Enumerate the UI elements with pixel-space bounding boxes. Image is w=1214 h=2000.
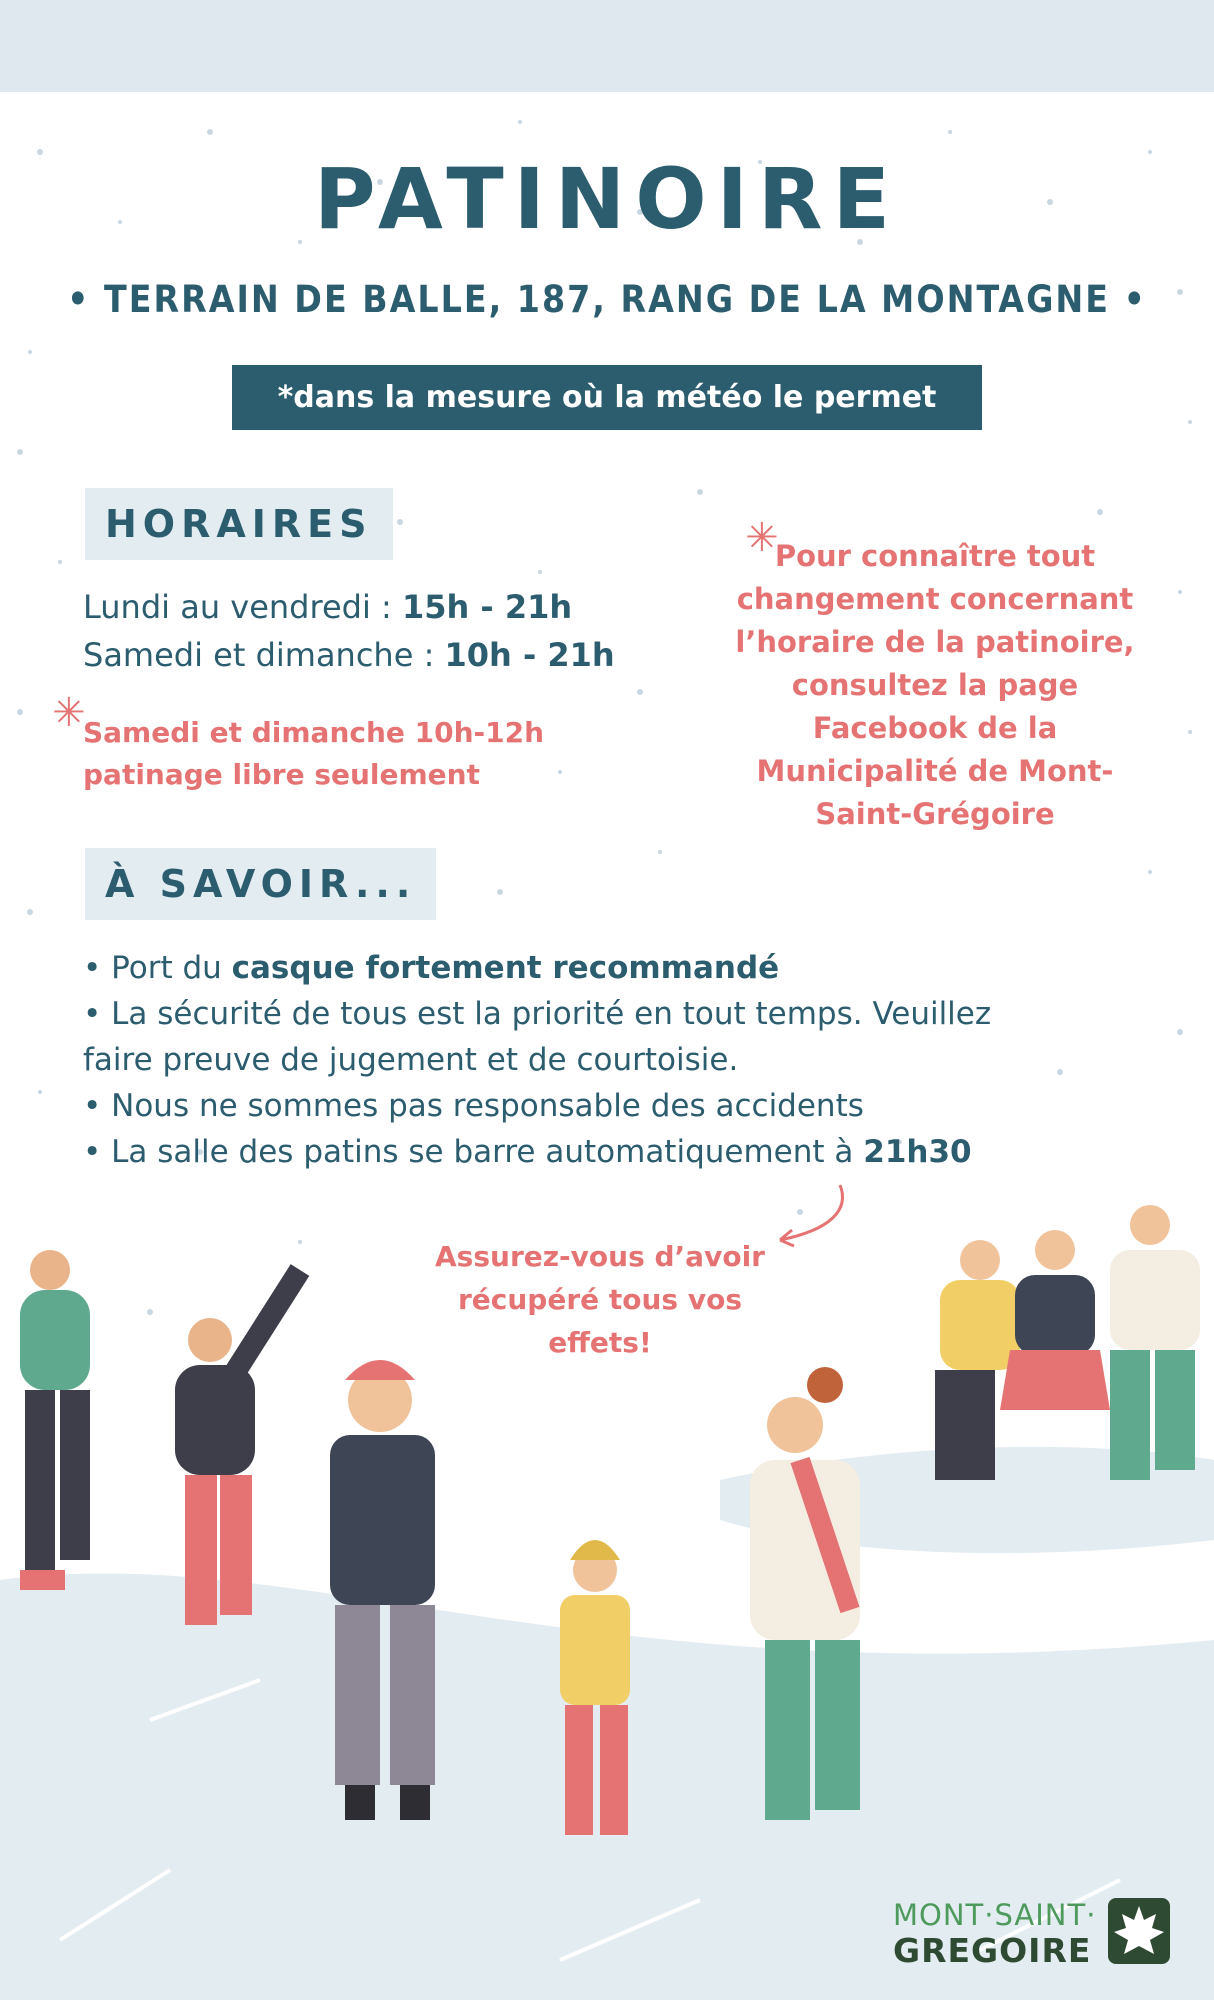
asterisk-icon: ✳ (745, 515, 779, 561)
logo-text: MONT·SAINT· (893, 1898, 1097, 1932)
skater-figure (20, 1250, 90, 1590)
facebook-note (715, 535, 1155, 836)
list-item: • Nous ne sommes pas responsable des accidents (83, 1088, 864, 1124)
note-line: Facebook de la (812, 711, 1058, 745)
list-item-continuation: faire preuve de jugement et de courtoisie. (83, 1042, 739, 1078)
note-line: Municipalité de Mont- (756, 754, 1114, 788)
top-band (0, 0, 1214, 92)
note-line: Pour connaître tout (774, 539, 1096, 573)
list-item-text: • Port du (83, 950, 232, 986)
reminder-line: récupéré tous vos (457, 1283, 743, 1316)
hours-value: 10h - 21h (444, 636, 615, 674)
list-item (83, 1129, 1133, 1175)
hours-value: 15h - 21h (401, 588, 573, 626)
list-item: • La sécurité de tous est la priorité en tout temps. Veuillez (83, 996, 992, 1032)
note-line: Samedi et dimanche 10h-12h (83, 716, 545, 749)
weekend-free-skate-note (83, 712, 544, 796)
list-item-emphasis: casque fortement recommandé (231, 950, 780, 986)
hours-label: Samedi et dimanche : (83, 636, 445, 674)
note-line: patinage libre seulement (83, 758, 480, 791)
skater-figure (935, 1240, 1020, 1480)
address-line: • TERRAIN DE BALLE, 187, RANG DE LA MONTAGNE • (67, 278, 1147, 321)
maple-leaf-icon (1108, 1898, 1170, 1964)
skater-figure (1110, 1205, 1200, 1480)
rules-list (83, 945, 1133, 1175)
note-line: Saint-Grégoire (815, 797, 1055, 831)
hours-row-weekend (83, 631, 615, 679)
note-line: l’horaire de la patinoire, (735, 625, 1135, 659)
asterisk-icon: ✳ (52, 690, 86, 736)
list-item-emphasis: 21h30 (863, 1134, 972, 1170)
page-title: PATINOIRE (314, 150, 900, 248)
list-item-text: • La salle des patins se barre automatiquement à (83, 1134, 864, 1170)
note-line: consultez la page (791, 668, 1079, 702)
reminder-line: effets! (548, 1326, 652, 1359)
skaters-illustration (0, 1180, 1214, 2000)
skater-figure (175, 1270, 300, 1625)
weather-banner: *dans la mesure où la météo le permet (232, 365, 982, 430)
skater-figure (1000, 1230, 1110, 1410)
hours-row-weekday (83, 583, 615, 631)
skater-figure (750, 1367, 860, 1820)
a-savoir-heading: À SAVOIR... (85, 848, 436, 920)
logo-text: GREGOIRE (893, 1931, 1092, 1970)
hours-label: Lundi au vendredi : (83, 588, 402, 626)
hours-list (83, 583, 615, 679)
list-item (83, 945, 1133, 991)
horaires-heading: HORAIRES (85, 488, 393, 560)
municipal-logo (893, 1898, 1173, 1970)
reminder-line: Assurez-vous d’avoir (435, 1240, 765, 1273)
note-line: changement concernant (736, 582, 1134, 616)
